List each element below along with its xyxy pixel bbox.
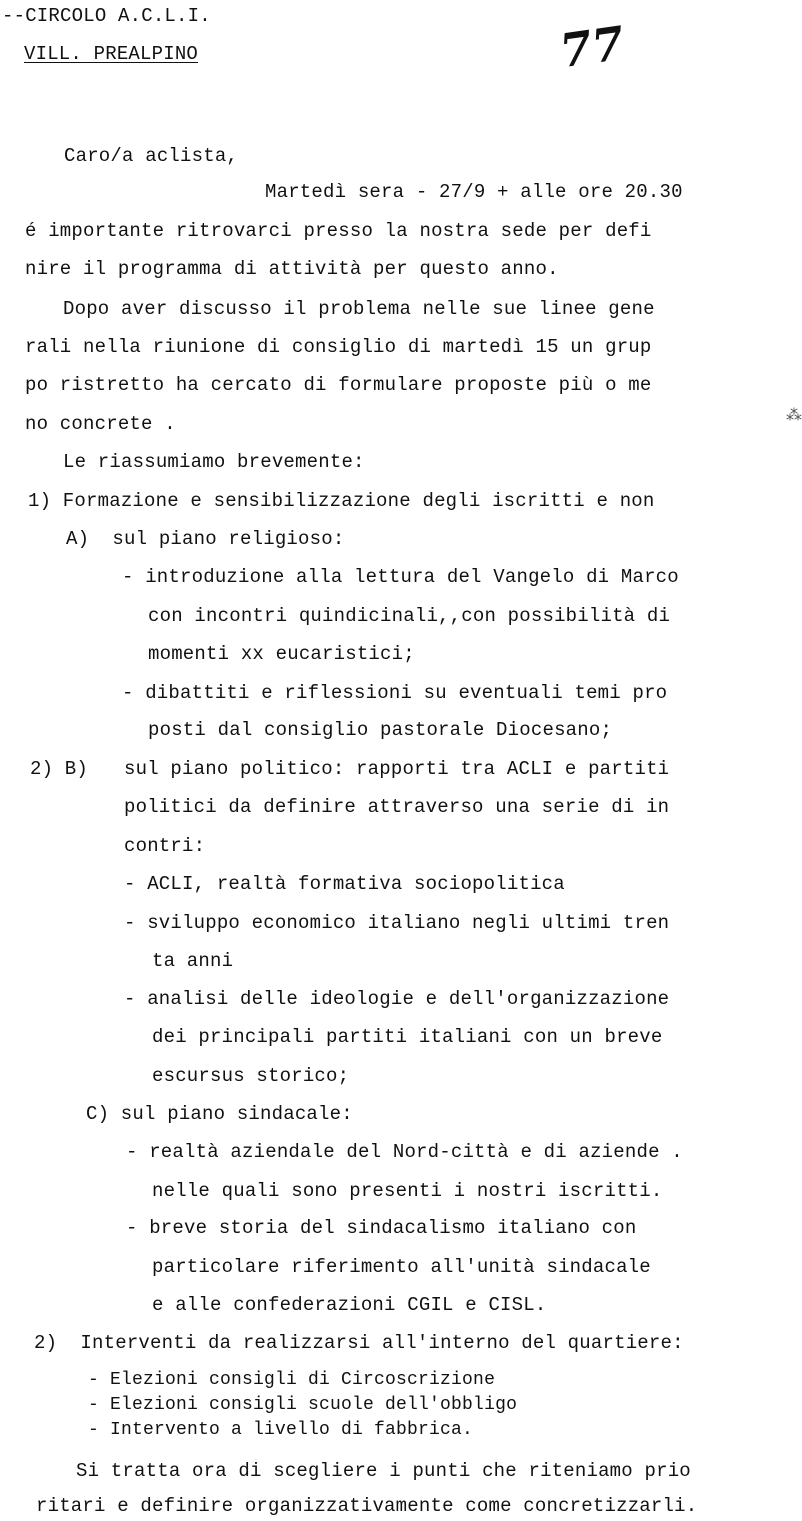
body-line: Le riassumiamo brevemente:	[63, 451, 365, 473]
list-item-cont: posti dal consiglio pastorale Diocesano;	[148, 719, 613, 741]
org-location: VILL. PREALPINO	[24, 43, 199, 65]
body-line: po ristretto ha cercato di formulare proposte più o me	[25, 374, 652, 396]
list-item-cont: dei principali partiti italiani con un breve	[152, 1026, 663, 1048]
list-item-cont: con incontri quindicinali,,con possibilità di	[148, 605, 671, 627]
body-line: rali nella riunione di consiglio di martedì 15 un grup	[25, 336, 652, 358]
body-line: Dopo aver discusso il problema nelle sue linee gene	[63, 298, 655, 320]
subsection-heading: A) sul piano religioso:	[66, 528, 345, 550]
list-item-cont: particolare riferimento all'unità sindacale	[152, 1256, 651, 1278]
list-item-cont: ta anni	[152, 950, 234, 972]
list-item: - analisi delle ideologie e dell'organizzazione	[124, 988, 670, 1010]
list-item-cont: nelle quali sono presenti i nostri iscritti.	[152, 1180, 663, 1202]
list-item: - realtà aziendale del Nord-città e di aziende .	[126, 1141, 683, 1163]
closing-line: Si tratta ora di scegliere i punti che riteniamo prio	[76, 1460, 691, 1482]
subsection-text: contri:	[124, 835, 206, 857]
section-heading: 1) Formazione e sensibilizzazione degli iscritti e non	[28, 490, 655, 512]
org-name: --CIRCOLO A.C.L.I.	[2, 5, 211, 27]
body-line: no concrete .	[25, 413, 176, 435]
list-item: - breve storia del sindacalismo italiano con	[126, 1217, 637, 1239]
body-line: nire il programma di attività per questo anno.	[25, 258, 559, 280]
handwritten-number: 77	[556, 15, 628, 79]
list-item-cont: momenti xx eucaristici;	[148, 643, 415, 665]
list-item-cont: escursus storico;	[152, 1065, 350, 1087]
subsection-text: politici da definire attraverso una serie di in	[124, 796, 670, 818]
list-item: - dibattiti e riflessioni su eventuali temi pro	[122, 682, 668, 704]
closing-line: ritari e definire organizzativamente come concretizzarli.	[36, 1495, 698, 1517]
list-item: - Intervento a livello di fabbrica.	[88, 1420, 474, 1440]
body-line: Martedì sera - 27/9 + alle ore 20.30	[265, 181, 683, 203]
salutation: Caro/a aclista,	[64, 145, 239, 167]
subsection-heading: C) sul piano sindacale:	[86, 1103, 353, 1125]
list-item-cont: e alle confederazioni CGIL e CISL.	[152, 1294, 547, 1316]
section-heading: 2) Interventi da realizzarsi all'interno del quartiere:	[34, 1332, 684, 1354]
list-item: - introduzione alla lettura del Vangelo di Marco	[122, 566, 679, 588]
subsection-heading: sul piano politico: rapporti tra ACLI e partiti	[124, 758, 670, 780]
scan-speck: ⁂	[786, 407, 802, 425]
list-item: - Elezioni consigli di Circoscrizione	[88, 1370, 496, 1390]
list-item: - ACLI, realtà formativa sociopolitica	[124, 873, 565, 895]
subsection-marker: 2) B)	[30, 758, 89, 780]
list-item: - Elezioni consigli scuole dell'obbligo	[88, 1395, 518, 1415]
body-line: é importante ritrovarci presso la nostra sede per defi	[25, 220, 652, 242]
list-item: - sviluppo economico italiano negli ultimi tren	[124, 912, 670, 934]
